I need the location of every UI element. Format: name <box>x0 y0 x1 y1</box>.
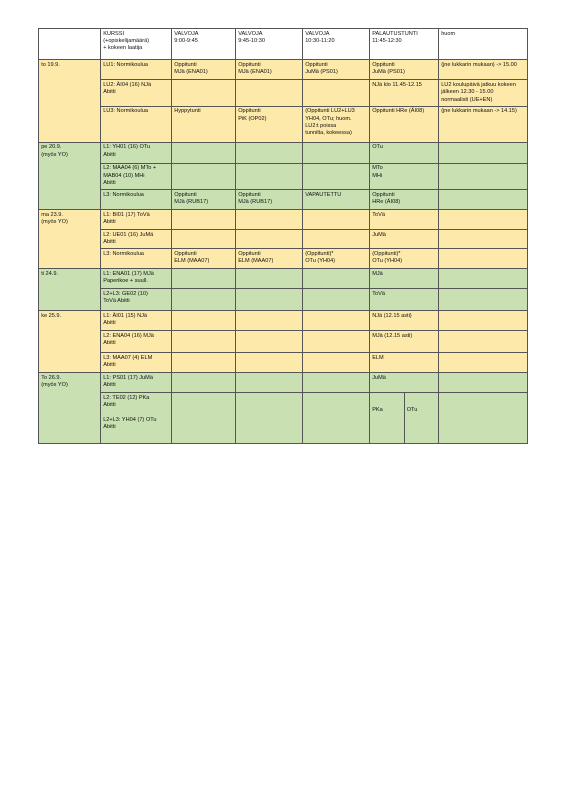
supervisor-3-cell <box>303 80 370 106</box>
table-row <box>39 80 528 106</box>
notes-cell <box>439 249 528 269</box>
cell-line: MJä (12.15 asti) <box>372 332 413 339</box>
table-row <box>39 60 528 80</box>
return-hour-cell <box>370 249 439 269</box>
cell-line: Hyppytunti <box>174 108 201 115</box>
supervisor-2-cell <box>236 373 303 393</box>
course-cell <box>101 142 172 163</box>
supervisor-2-cell <box>236 230 303 249</box>
cell-line: ELM (MAA07) <box>174 258 210 264</box>
notes-cell <box>439 230 528 249</box>
cell-line: LU3: Normikoulua <box>103 108 148 115</box>
cell-line: JuMä (PS01) <box>305 69 338 76</box>
cell-line: normaalisti (UE+EN) <box>441 96 493 103</box>
course-cell <box>101 331 172 353</box>
cell-line: Oppitunti <box>174 250 197 257</box>
table-row <box>39 331 528 353</box>
cell-line: Oppitunti <box>238 61 261 68</box>
cell-line: L2+L3: GE02 (10) <box>103 290 148 297</box>
cell-line: YH04, OTu; huom. <box>305 115 352 122</box>
cell-line: MJä <box>372 270 383 277</box>
table-row <box>39 269 528 289</box>
return-hour-cell <box>370 353 439 373</box>
supervisor-2-cell <box>236 80 303 106</box>
supervisor-2-cell <box>236 190 303 210</box>
date-cell <box>39 373 101 444</box>
date-header <box>39 29 101 60</box>
cell-line: Oppitunti <box>372 61 395 68</box>
cell-line: Oppitunti <box>238 191 261 198</box>
cell-line: Abitti <box>103 180 116 186</box>
course-cell <box>101 249 172 269</box>
supervisor-2-header: VALVOJA 9:45-10:30 <box>236 29 303 60</box>
cell-line: MAB04 (10) MHi <box>103 172 145 179</box>
cell-line: Oppitunti <box>174 191 197 198</box>
course-cell <box>101 289 172 311</box>
cell-line: ma 23.9. <box>41 211 63 218</box>
return-hour-cell <box>370 80 439 106</box>
cell-line: Oppitunti <box>174 61 197 68</box>
supervisor-3-cell <box>303 106 370 142</box>
cell-line: L3: MAA07 (4) ELM <box>103 354 153 361</box>
cell-line: ToVä <box>372 211 385 218</box>
supervisor-3-cell <box>303 289 370 311</box>
cell-line: (myös YO) <box>41 219 68 225</box>
supervisor-1-cell <box>172 106 236 142</box>
notes-cell <box>439 393 528 444</box>
notes-cell <box>439 210 528 230</box>
return-hour-cell <box>370 289 439 311</box>
schedule-body <box>39 60 528 443</box>
return-hour-part: OTu <box>404 393 439 443</box>
cell-line: JuMä (PS01) <box>372 69 405 76</box>
table-row <box>39 393 528 444</box>
table-row <box>39 210 528 230</box>
table-row <box>39 106 528 142</box>
supervisor-2-cell <box>236 311 303 331</box>
cell-line: L1: BI01 (17) ToVä <box>103 211 150 218</box>
table-header-row <box>39 29 528 60</box>
cell-line: OTu (YH04) <box>372 258 403 264</box>
cell-line: (myös YO) <box>41 382 68 388</box>
return-hour-cell <box>370 190 439 210</box>
supervisor-2-cell <box>236 269 303 289</box>
cell-line: VAPAUTETTU <box>305 191 342 198</box>
supervisor-1-cell <box>172 60 236 80</box>
cell-line: L2: UE01 (16) JuMä <box>103 231 154 238</box>
supervisor-1-cell <box>172 353 236 373</box>
notes-header: huom <box>439 29 528 60</box>
course-cell <box>101 190 172 210</box>
date-cell <box>39 142 101 209</box>
cell-line: OTu (YH04) <box>305 258 336 264</box>
course-header: KURSSI (+opiskelijamäärä) + kokeen laatija <box>101 29 172 60</box>
supervisor-3-header: VALVOJA 10:30-11:20 <box>303 29 370 60</box>
notes-cell <box>439 60 528 80</box>
supervisor-1-cell <box>172 210 236 230</box>
notes-cell <box>439 311 528 331</box>
supervisor-1-cell <box>172 269 236 289</box>
cell-line: MJä (ENA01) <box>174 69 208 76</box>
course-cell <box>101 373 172 393</box>
return-hour-cell <box>370 393 439 444</box>
cell-line: (Oppitunti)* <box>305 250 334 257</box>
date-cell <box>39 60 101 142</box>
cell-line: LU1: Normikoulua <box>103 61 148 68</box>
supervisor-3-cell <box>303 190 370 210</box>
cell-line: HRe (ÄI08) <box>372 199 401 205</box>
cell-line: NJä (12.15 asti) <box>372 312 412 319</box>
return-hour-part: PKa <box>372 407 383 413</box>
supervisor-1-cell <box>172 163 236 189</box>
cell-line: Oppitunti <box>372 191 395 198</box>
course-cell <box>101 163 172 189</box>
cell-line: Oppitunti HRe (ÄI08) <box>372 108 425 115</box>
table-row <box>39 230 528 249</box>
supervisor-1-cell <box>172 190 236 210</box>
course-cell <box>101 353 172 373</box>
return-hour-cell <box>370 373 439 393</box>
notes-cell <box>439 289 528 311</box>
cell-line: (Oppitunti LU2+LU3 <box>305 108 355 115</box>
cell-line: L2: TE02 (12) PKa <box>103 394 150 401</box>
course-cell <box>101 80 172 106</box>
cell-line: JuMä <box>372 231 386 238</box>
return-hour-split <box>370 393 438 443</box>
course-cell <box>101 106 172 142</box>
cell-line: (Oppitunti)* <box>372 250 401 257</box>
exam-schedule-table <box>38 28 528 444</box>
cell-line: Abitti <box>103 340 116 346</box>
table-row <box>39 353 528 373</box>
cell-line: to 19.9. <box>41 61 60 68</box>
table-row <box>39 249 528 269</box>
cell-line: L2+L3: YH04 (7) OTu <box>103 416 157 423</box>
cell-line: Oppitunti <box>238 108 261 115</box>
notes-cell <box>439 353 528 373</box>
cell-line: NJä klo 11.45-12.15 <box>372 81 422 88</box>
course-cell <box>101 269 172 289</box>
cell-line: (jne lukkarin mukaan) -> 15.00 <box>441 61 517 68</box>
cell-line: To 26.9. <box>41 374 62 381</box>
return-hour-cell <box>370 210 439 230</box>
cell-line: L2: ENA04 (16) MJä <box>103 332 154 339</box>
cell-line: Oppitunti <box>238 250 261 257</box>
cell-line: LU2:t poissa <box>305 123 337 129</box>
cell-line: (myös YO) <box>41 151 68 158</box>
cell-line: L1: PS01 (17) JuMä <box>103 374 153 381</box>
cell-line: Oppitunti <box>305 61 328 68</box>
supervisor-2-cell <box>236 106 303 142</box>
cell-line: Paperikoe + suull. <box>103 278 148 284</box>
date-cell <box>39 210 101 269</box>
cell-line: PiK (OP02) <box>238 115 267 122</box>
cell-line: JuMä <box>372 374 386 381</box>
supervisor-2-cell <box>236 393 303 444</box>
cell-line: MHi <box>372 172 383 179</box>
cell-line: MJä (RUB17) <box>238 199 273 205</box>
return-hour-cell <box>370 269 439 289</box>
supervisor-2-cell <box>236 289 303 311</box>
supervisor-3-cell <box>303 210 370 230</box>
return-hour-cell <box>370 331 439 353</box>
date-cell <box>39 269 101 311</box>
cell-line: ke 25.9. <box>41 312 62 319</box>
course-cell <box>101 311 172 331</box>
table-row <box>39 142 528 163</box>
return-hour-cell <box>370 142 439 163</box>
supervisor-3-cell <box>303 353 370 373</box>
cell-line: OTu <box>372 144 383 151</box>
supervisor-2-cell <box>236 249 303 269</box>
cell-line: L3: Normikoulua <box>103 250 144 257</box>
cell-line: Abitti <box>103 151 116 158</box>
return-hour-cell <box>370 163 439 189</box>
supervisor-2-cell <box>236 353 303 373</box>
cell-line: ELM <box>372 354 384 361</box>
table-row <box>39 190 528 210</box>
cell-line <box>103 409 169 416</box>
notes-cell <box>439 190 528 210</box>
supervisor-3-cell <box>303 163 370 189</box>
notes-cell <box>439 269 528 289</box>
supervisor-3-cell <box>303 373 370 393</box>
cell-line: (jne lukkarin mukaan -> 14.15) <box>441 108 517 115</box>
supervisor-1-cell <box>172 80 236 106</box>
return-hour-cell <box>370 106 439 142</box>
cell-line: MTo <box>372 165 383 172</box>
supervisor-2-cell <box>236 60 303 80</box>
supervisor-2-cell <box>236 163 303 189</box>
cell-line: ti 24.9. <box>41 270 58 277</box>
cell-line: Abitti <box>103 424 116 431</box>
supervisor-1-cell <box>172 331 236 353</box>
supervisor-3-cell <box>303 142 370 163</box>
course-cell <box>101 230 172 249</box>
course-cell <box>101 210 172 230</box>
cell-line: ToVä Abitti <box>103 298 130 304</box>
cell-line: Abitti <box>103 320 116 326</box>
supervisor-1-cell <box>172 230 236 249</box>
supervisor-3-cell <box>303 393 370 444</box>
cell-line: L1: ÄI01 (15) NJä <box>103 312 148 319</box>
supervisor-3-cell <box>303 249 370 269</box>
notes-cell <box>439 142 528 163</box>
notes-cell <box>439 373 528 393</box>
table-row <box>39 289 528 311</box>
supervisor-2-cell <box>236 142 303 163</box>
cell-line: tunnilta, kokeessa) <box>305 130 352 137</box>
supervisor-1-cell <box>172 289 236 311</box>
cell-line: LU2: ÄI04 (16) NJä <box>103 81 152 88</box>
cell-line: MJä (ENA01) <box>238 69 272 76</box>
notes-cell <box>439 106 528 142</box>
notes-cell <box>439 80 528 106</box>
course-cell <box>101 60 172 80</box>
cell-line: pe 20.9. <box>41 144 62 151</box>
return-hour-cell <box>370 311 439 331</box>
cell-line: ELM (MAA07) <box>238 258 274 264</box>
return-hour-cell <box>370 230 439 249</box>
cell-line: Abitti <box>103 89 116 96</box>
cell-line: Abitti <box>103 382 116 388</box>
cell-line: Abitti <box>103 219 116 225</box>
supervisor-3-cell <box>303 331 370 353</box>
return-hour-cell <box>370 60 439 80</box>
cell-line: Abitti <box>103 239 116 245</box>
notes-cell <box>439 163 528 189</box>
supervisor-1-header: VALVOJA 9:00-9:45 <box>172 29 236 60</box>
supervisor-3-cell <box>303 60 370 80</box>
supervisor-3-cell <box>303 269 370 289</box>
table-row <box>39 373 528 393</box>
notes-cell <box>439 331 528 353</box>
cell-line: LU2 koulupäivä jatkuu kokeen <box>441 81 516 88</box>
supervisor-1-cell <box>172 249 236 269</box>
cell-line: Abitti <box>103 402 116 408</box>
return-hour-header: PALAUTUSTUNTI 11:45-12:30 <box>370 29 439 60</box>
date-cell <box>39 311 101 373</box>
table-row <box>39 163 528 189</box>
supervisor-1-cell <box>172 373 236 393</box>
cell-line: L3: Normikoulua <box>103 191 144 198</box>
supervisor-3-cell <box>303 230 370 249</box>
cell-line: Abitti <box>103 362 116 368</box>
cell-line: L1: YH01 (16) OTu <box>103 144 151 151</box>
cell-line: L1: ENA01 (17) MJä <box>103 270 154 277</box>
cell-line: ToVä <box>372 290 385 297</box>
supervisor-1-cell <box>172 142 236 163</box>
supervisor-3-cell <box>303 311 370 331</box>
supervisor-2-cell <box>236 331 303 353</box>
supervisor-2-cell <box>236 210 303 230</box>
table-row <box>39 311 528 331</box>
cell-line: MJä (RUB17) <box>174 199 209 205</box>
course-cell <box>101 393 172 444</box>
cell-line: jälkeen 12.30 - 15.00 <box>441 89 494 96</box>
cell-line: L2: MAA04 (6) MTo + <box>103 165 157 172</box>
supervisor-1-cell <box>172 393 236 444</box>
supervisor-1-cell <box>172 311 236 331</box>
